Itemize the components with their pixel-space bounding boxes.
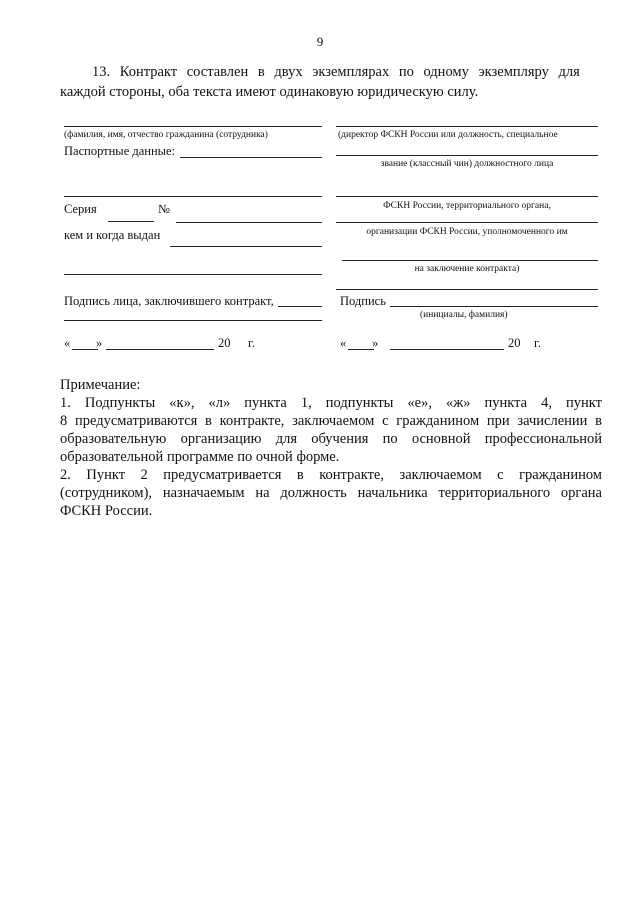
official-caption-3: ФСКН России, территориального органа,	[383, 201, 551, 211]
date-year-suffix-right: г.	[534, 336, 541, 350]
date-year-prefix-right: 20	[508, 336, 521, 350]
date-day-line-left	[72, 349, 98, 350]
note-2-line-3: ФСКН России.	[60, 503, 153, 519]
date-open-quote-right: «	[340, 336, 347, 350]
date-year-prefix-left: 20	[218, 336, 231, 350]
fio-caption: (фамилия, имя, отчество гражданина (сотрудника)	[64, 130, 268, 140]
date-close-quote-right: »	[372, 336, 379, 350]
date-day-line-right	[348, 349, 374, 350]
number-line	[176, 222, 322, 223]
series-label: Серия	[64, 202, 97, 216]
official-caption-4: организации ФСКН России, уполномоченного им	[366, 227, 568, 237]
initials-caption: (инициалы, фамилия)	[420, 310, 508, 320]
signature-label-left: Подпись лица, заключившего контракт,	[64, 294, 274, 308]
signature-line-left-2	[64, 320, 322, 321]
signature-line-left	[278, 306, 322, 307]
page-number: 9	[316, 34, 324, 49]
issued-label: кем и когда выдан	[64, 228, 161, 242]
official-line-5	[342, 260, 598, 261]
signature-line-right	[390, 306, 598, 307]
official-line-3	[336, 196, 598, 197]
notes-title: Примечание:	[60, 377, 141, 393]
clause-13-line-2: каждой стороны, оба текста имеют одинаковую юридическую силу.	[60, 84, 479, 100]
issued-line-2	[64, 274, 322, 275]
note-2-line-1: 2. Пункт 2 предусматривается в контракте, заключаемом с гражданином	[60, 467, 602, 483]
official-caption-2: звание (классный чин) должностного лица	[380, 159, 554, 169]
passport-label: Паспортные данные:	[64, 144, 176, 158]
note-1-line-4: образовательной программе по очной форме.	[60, 449, 340, 465]
date-open-quote-left: «	[64, 336, 71, 350]
official-caption-5: на заключение контракта)	[414, 264, 520, 274]
note-1-line-1: 1. Подпункты «к», «л» пункта 1, подпункты «е», «ж» пункта 4, пункт	[60, 395, 602, 411]
note-2-line-2: (сотрудником), назначаемым на должность начальника территориального органа	[60, 485, 602, 501]
issued-line	[170, 246, 322, 247]
signature-label-right: Подпись	[340, 294, 386, 308]
official-line-2	[336, 155, 598, 156]
official-caption-1: (директор ФСКН России или должность, специальное	[338, 130, 558, 140]
note-1-line-2: 8 предусматриваются в контракте, заключаемом с гражданином при зачислении в	[60, 413, 602, 429]
date-year-suffix-left: г.	[248, 336, 255, 350]
signature-top-line-right	[336, 289, 598, 290]
passport-line	[180, 157, 322, 158]
series-line	[108, 221, 154, 222]
passport-line-2	[64, 196, 322, 197]
fio-line	[64, 126, 322, 127]
note-1-line-3: образовательную организацию для обучения по основной профессиональной	[60, 431, 602, 447]
clause-13-line-1: 13. Контракт составлен в двух экземплярах по одному экземпляру для	[92, 64, 580, 80]
date-close-quote-left: »	[96, 336, 103, 350]
number-label: №	[158, 202, 170, 216]
date-month-line-right	[390, 349, 504, 350]
official-line-4	[336, 222, 598, 223]
official-line	[336, 126, 598, 127]
date-month-line-left	[106, 349, 214, 350]
